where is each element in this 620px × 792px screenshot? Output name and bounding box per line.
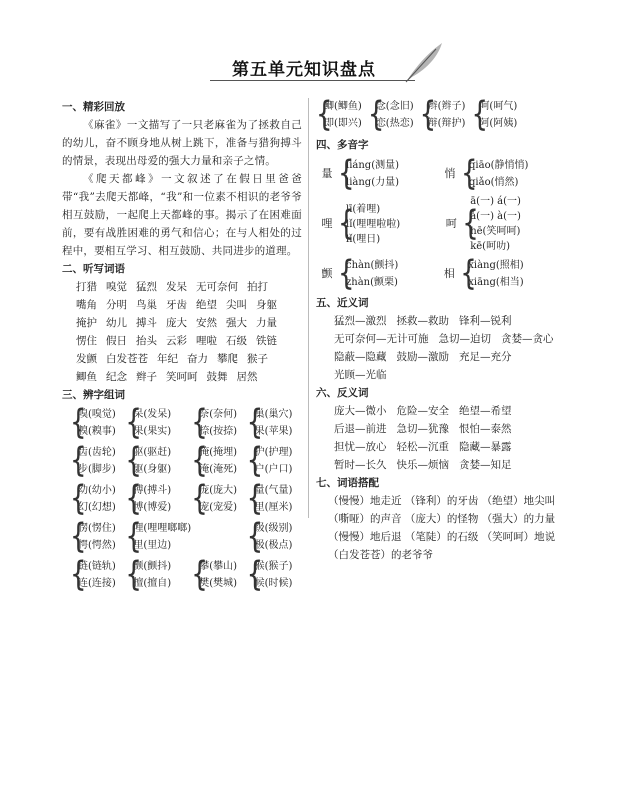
group-entries xyxy=(133,520,191,554)
word: 牙齿 xyxy=(166,299,187,311)
brace-icon: { xyxy=(70,517,87,557)
char-group xyxy=(191,479,246,519)
polyphone-cell xyxy=(316,202,400,247)
char-group xyxy=(191,441,246,481)
antonyms xyxy=(316,402,566,474)
group-entry: qiāo(静悄悄) xyxy=(469,160,529,171)
word: 鼓舞 xyxy=(206,371,228,383)
word-pair-line xyxy=(316,312,566,330)
group-entry: 呵(呵气) xyxy=(479,101,518,112)
group-entry: 猴(猴子) xyxy=(254,561,293,572)
polyphone-row xyxy=(316,194,566,254)
group-entry: 嗅(嗅觉) xyxy=(78,409,116,420)
group-entry: 恋(热恋) xyxy=(375,118,414,129)
group-entry: 候(时候) xyxy=(254,578,293,589)
collocation-line: （慢慢）地走近 （锋利）的牙齿 （绝望）地尖叫 xyxy=(328,495,556,507)
group-entries xyxy=(469,157,528,191)
char-group xyxy=(191,520,246,554)
brace-icon: { xyxy=(246,555,264,595)
group-entry: 博(博爱) xyxy=(133,502,172,513)
brace-icon: { xyxy=(316,95,333,135)
char-groups-continued xyxy=(316,95,566,135)
right-column xyxy=(316,95,566,564)
word: 强大 xyxy=(226,317,247,329)
group-entry: qiǎo(悄然) xyxy=(469,177,519,188)
polyphone-char: 相 xyxy=(443,267,455,280)
char-group xyxy=(125,403,191,443)
group-entry: kē(呵叻) xyxy=(470,241,510,252)
group-entry: 链(链轨) xyxy=(78,561,116,572)
group-entry: lǐ(哩哩啦啦) xyxy=(346,218,401,230)
word: 身躯 xyxy=(256,299,277,311)
group-entry: ā(一) á(一) xyxy=(470,196,521,207)
brace-icon: { xyxy=(338,254,355,294)
group-entry: 愣(愣住) xyxy=(78,523,116,534)
group-entry: 淹(淹死) xyxy=(199,464,238,475)
brace-icon: { xyxy=(246,517,264,557)
brace-icon: { xyxy=(125,441,142,481)
word: 鸟巢 xyxy=(136,299,157,311)
word-row xyxy=(76,332,302,350)
word-pair: 贪婪—知足 xyxy=(459,459,512,471)
group-entry: 巢(巢穴) xyxy=(254,409,293,420)
word-pair-line xyxy=(316,456,566,474)
polyphone-char: 哩 xyxy=(321,217,333,230)
word: 发颤 xyxy=(76,353,97,365)
word: 鲫鱼 xyxy=(76,371,97,383)
word-pair: 急切—犹豫 xyxy=(396,423,449,435)
brace-icon: { xyxy=(246,441,264,481)
group-entry: 阿(阿姨) xyxy=(479,118,518,129)
brace-icon: { xyxy=(125,479,142,519)
word: 掩护 xyxy=(76,317,97,329)
word-pair: 庞大—微小 xyxy=(334,405,387,417)
section-1-para-1: 《麻雀》一文描写了一只老麻雀为了拯救自己的幼儿，奋不顾身地从树上跳下，准备与猎狗搏斗的情景，表现出母爱的强大力量和亲子之情。 xyxy=(62,119,302,167)
dictation-words xyxy=(62,278,302,386)
word: 搏斗 xyxy=(136,317,157,329)
word: 年纪 xyxy=(157,353,178,365)
char-group xyxy=(338,254,399,294)
word-pair: 拯救—救助 xyxy=(396,315,449,327)
group-entry: 步(脚步) xyxy=(78,464,116,475)
word: 云彩 xyxy=(166,335,187,347)
brace-icon: { xyxy=(70,441,87,481)
polyphone-table xyxy=(316,154,566,294)
word-pair: 恨怕—泰然 xyxy=(459,423,512,435)
brace-icon: { xyxy=(70,403,87,443)
polyphone-cell xyxy=(440,194,521,254)
group-entry: ǎ(一) à(一) xyxy=(470,211,521,222)
polyphone-cell xyxy=(438,254,524,294)
section-7-heading: 七、词语搭配 xyxy=(316,477,379,489)
word-pair: 锋利—锐利 xyxy=(459,315,512,327)
collocation-line: （慢慢）地后退 （笔陡）的石级 （笑呵呵）地说 xyxy=(328,531,556,543)
char-group xyxy=(191,555,246,595)
brace-icon: { xyxy=(125,403,142,443)
group-entry: 糗(糗事) xyxy=(78,426,116,437)
word: 嗅觉 xyxy=(106,281,127,293)
word: 抬头 xyxy=(136,335,157,347)
brace-icon: { xyxy=(367,95,385,135)
group-entry: lǐ(哩日) xyxy=(346,233,381,245)
word-row xyxy=(76,314,302,332)
word-pair: 鼓励—激励 xyxy=(396,351,449,363)
group-entry: 攀(攀山) xyxy=(199,561,238,572)
word-pair: 隐藏—暴露 xyxy=(459,441,512,453)
brace-icon: { xyxy=(70,479,87,519)
group-entry: 宠(宠爱) xyxy=(199,502,238,513)
word-pair-line xyxy=(316,330,566,348)
brace-icon: { xyxy=(246,403,264,443)
group-entry: 搏(搏斗) xyxy=(133,485,172,496)
group-entry: 驱(驱赶) xyxy=(133,447,172,458)
word-pair-line xyxy=(316,348,566,366)
char-group xyxy=(419,95,466,135)
brace-icon: { xyxy=(191,479,208,519)
group-entry: 里(里边) xyxy=(133,540,172,551)
char-group xyxy=(367,95,414,135)
section-4-heading: 四、多音字 xyxy=(316,139,369,151)
word: 幼儿 xyxy=(106,317,127,329)
word-pair: 无可奈何—无计可施 xyxy=(334,333,429,345)
word: 尖叫 xyxy=(226,299,247,311)
word: 哩啦 xyxy=(196,335,217,347)
word-pair: 绝望—希望 xyxy=(459,405,512,417)
polyphone-char: 量 xyxy=(321,167,333,180)
word-pair: 光顾—光临 xyxy=(334,369,387,381)
group-entry: chàn(颤抖) xyxy=(346,260,399,271)
group-entry: hē(笑呵呵) xyxy=(470,226,521,237)
word-pair: 充足—充分 xyxy=(459,351,512,363)
word: 拍打 xyxy=(247,281,268,293)
group-entry: 樊(樊城) xyxy=(199,578,238,589)
group-entry: 辫(辫子) xyxy=(427,101,466,112)
word-row xyxy=(76,278,302,296)
word-pair: 贪婪—贪心 xyxy=(501,333,554,345)
word-pair-line xyxy=(316,420,566,438)
char-group xyxy=(460,254,524,294)
brace-icon: { xyxy=(471,95,488,135)
group-entry: lī(着哩) xyxy=(346,203,381,215)
word-pair: 快乐—烦恼 xyxy=(396,459,449,471)
word: 嘴角 xyxy=(76,299,97,311)
char-group xyxy=(461,154,529,194)
word-collocations xyxy=(316,492,566,564)
group-entry: 里(厘米) xyxy=(254,502,293,513)
group-entry: 户(户口) xyxy=(254,464,293,475)
word: 安然 xyxy=(196,317,217,329)
section-1-heading: 一、精彩回放 xyxy=(62,101,125,113)
brace-icon: { xyxy=(338,204,355,244)
polyphone-row xyxy=(316,254,566,294)
char-group xyxy=(246,441,302,481)
word: 铁链 xyxy=(256,335,277,347)
char-group xyxy=(246,517,302,557)
group-entry: 幼(幼小) xyxy=(78,485,116,496)
word-pair: 隐蔽—隐藏 xyxy=(334,351,387,363)
collocation-line: （嘶哑）的声音 （庞大）的怪物 （强大）的力量 xyxy=(328,513,556,525)
group-entry: 擅(擅自) xyxy=(133,578,172,589)
group-entry: 奈(奈何) xyxy=(199,409,238,420)
polyphone-row xyxy=(316,154,566,194)
word: 发呆 xyxy=(166,281,187,293)
char-group xyxy=(462,194,521,254)
collocation-line: （白发苍苍）的老爷爷 xyxy=(328,549,433,561)
word-row xyxy=(76,368,302,386)
word: 打猎 xyxy=(76,281,97,293)
word-row xyxy=(76,350,302,368)
char-groups xyxy=(62,403,302,595)
section-5-heading: 五、近义词 xyxy=(316,297,369,309)
brace-icon: { xyxy=(125,555,142,595)
char-group xyxy=(70,441,125,481)
title-underline xyxy=(210,80,415,81)
char-group xyxy=(246,479,302,519)
word: 辫子 xyxy=(136,371,157,383)
word: 奋力 xyxy=(187,353,208,365)
char-group xyxy=(125,517,192,557)
group-entry: 颤(颤抖) xyxy=(133,561,172,572)
char-group xyxy=(70,479,125,519)
polyphone-cell xyxy=(439,154,529,194)
word: 假日 xyxy=(106,335,127,347)
feather-icon xyxy=(400,40,445,85)
group-entry: 辩(辩护) xyxy=(427,118,466,129)
word-pair-line xyxy=(316,366,566,384)
word-row xyxy=(76,296,302,314)
group-entry: 幻(幻想) xyxy=(78,502,116,513)
brace-icon: { xyxy=(338,154,355,194)
brace-icon: { xyxy=(460,254,477,294)
group-entry: 愕(愕然) xyxy=(78,540,116,551)
title-area xyxy=(0,55,620,95)
word: 无可奈何 xyxy=(196,281,238,293)
brace-icon: { xyxy=(70,555,87,595)
brace-icon: { xyxy=(461,154,478,194)
polyphone-cell xyxy=(316,154,400,194)
char-group xyxy=(338,202,400,247)
group-entry: 掩(掩埋) xyxy=(199,447,238,458)
word-pair: 急切—迫切 xyxy=(438,333,491,345)
section-2-heading: 二、听写词语 xyxy=(62,263,125,275)
word: 居然 xyxy=(236,371,258,383)
group-entry: 哩(哩哩啷啷) xyxy=(133,523,192,534)
char-group xyxy=(125,555,191,595)
char-group xyxy=(471,95,518,135)
brace-icon: { xyxy=(419,95,437,135)
word-pair: 危险—安全 xyxy=(396,405,449,417)
char-group xyxy=(125,441,191,481)
synonyms xyxy=(316,312,566,384)
brace-icon: { xyxy=(191,403,208,443)
brace-icon: { xyxy=(191,555,208,595)
word-pair: 轻松—沉重 xyxy=(396,441,449,453)
polyphone-cell xyxy=(316,254,399,294)
word: 攀爬 xyxy=(217,353,238,365)
polyphone-char: 悄 xyxy=(444,167,456,180)
group-entry: 齿(齿轮) xyxy=(78,447,116,458)
word: 绝望 xyxy=(196,299,217,311)
char-group xyxy=(246,403,302,443)
word-pair-line xyxy=(316,402,566,420)
char-group xyxy=(191,403,246,443)
group-entry: xiāng(相当) xyxy=(468,277,524,288)
word-pair: 暂时—长久 xyxy=(334,459,387,471)
word-pair: 后退—前进 xyxy=(334,423,387,435)
word: 愣住 xyxy=(76,335,97,347)
group-entry: 量(气量) xyxy=(254,485,293,496)
page-title: 第五单元知识盘点 xyxy=(232,60,376,80)
word-pair: 猛烈—激烈 xyxy=(334,315,387,327)
char-group xyxy=(70,555,125,595)
group-entry: 护(护理) xyxy=(254,447,293,458)
brace-icon: { xyxy=(246,479,264,519)
word-pair-line xyxy=(316,438,566,456)
word: 庞大 xyxy=(166,317,187,329)
group-entry: 果(苹果) xyxy=(254,426,293,437)
section-3-heading: 三、辨字组词 xyxy=(62,389,125,401)
group-entry: 捺(按捺) xyxy=(199,426,238,437)
char-group xyxy=(125,479,191,519)
group-entry: 鲫(鲫鱼) xyxy=(324,101,362,112)
group-entry: 庞(庞大) xyxy=(199,485,238,496)
brace-icon: { xyxy=(462,204,479,244)
polyphone-char: 颤 xyxy=(321,267,333,280)
char-group xyxy=(316,95,362,135)
group-entry: xiàng(照相) xyxy=(468,260,524,271)
brace-icon: { xyxy=(125,517,142,557)
word: 猛烈 xyxy=(136,281,157,293)
char-group xyxy=(70,403,125,443)
section-1-para-2: 《爬天都峰》一文叙述了在假日里爸爸带“我”去爬天都峰，“我”和一位素不相识的老爷爷相互鼓励，一起爬上天都峰的事。揭示了在困难面前，要有战胜困难的勇气和信心；在与人相处的过程中，要相互学习、相互鼓励、共同进步的道理。 xyxy=(62,173,302,257)
word: 力量 xyxy=(256,317,277,329)
group-entry: 果(果实) xyxy=(133,426,172,437)
word: 分明 xyxy=(106,299,127,311)
word-pair: 担忧—放心 xyxy=(334,441,387,453)
group-entry: 躯(身躯) xyxy=(133,464,172,475)
left-column xyxy=(62,98,302,596)
group-entry: 即(即兴) xyxy=(324,118,362,129)
column-divider xyxy=(308,98,309,518)
char-group xyxy=(338,154,400,194)
polyphone-char: 呵 xyxy=(445,217,457,230)
word: 石级 xyxy=(226,335,247,347)
group-entry: 极(极点) xyxy=(254,540,293,551)
group-entry: liáng(测量) xyxy=(346,160,400,171)
char-group xyxy=(70,517,125,557)
group-entry: liàng(力量) xyxy=(346,177,400,188)
section-6-heading: 六、反义词 xyxy=(316,387,369,399)
group-entry: zhàn(颤栗) xyxy=(346,277,398,288)
word: 纪念 xyxy=(106,371,127,383)
word: 白发苍苍 xyxy=(106,353,148,365)
group-entry: 连(连接) xyxy=(78,578,116,589)
group-entry: 念(念旧) xyxy=(375,101,414,112)
group-entry: 呆(发呆) xyxy=(133,409,172,420)
char-group xyxy=(246,555,302,595)
word: 猴子 xyxy=(247,353,268,365)
word: 笑呵呵 xyxy=(166,371,198,383)
brace-icon: { xyxy=(191,441,208,481)
group-entry: 级(级别) xyxy=(254,523,293,534)
